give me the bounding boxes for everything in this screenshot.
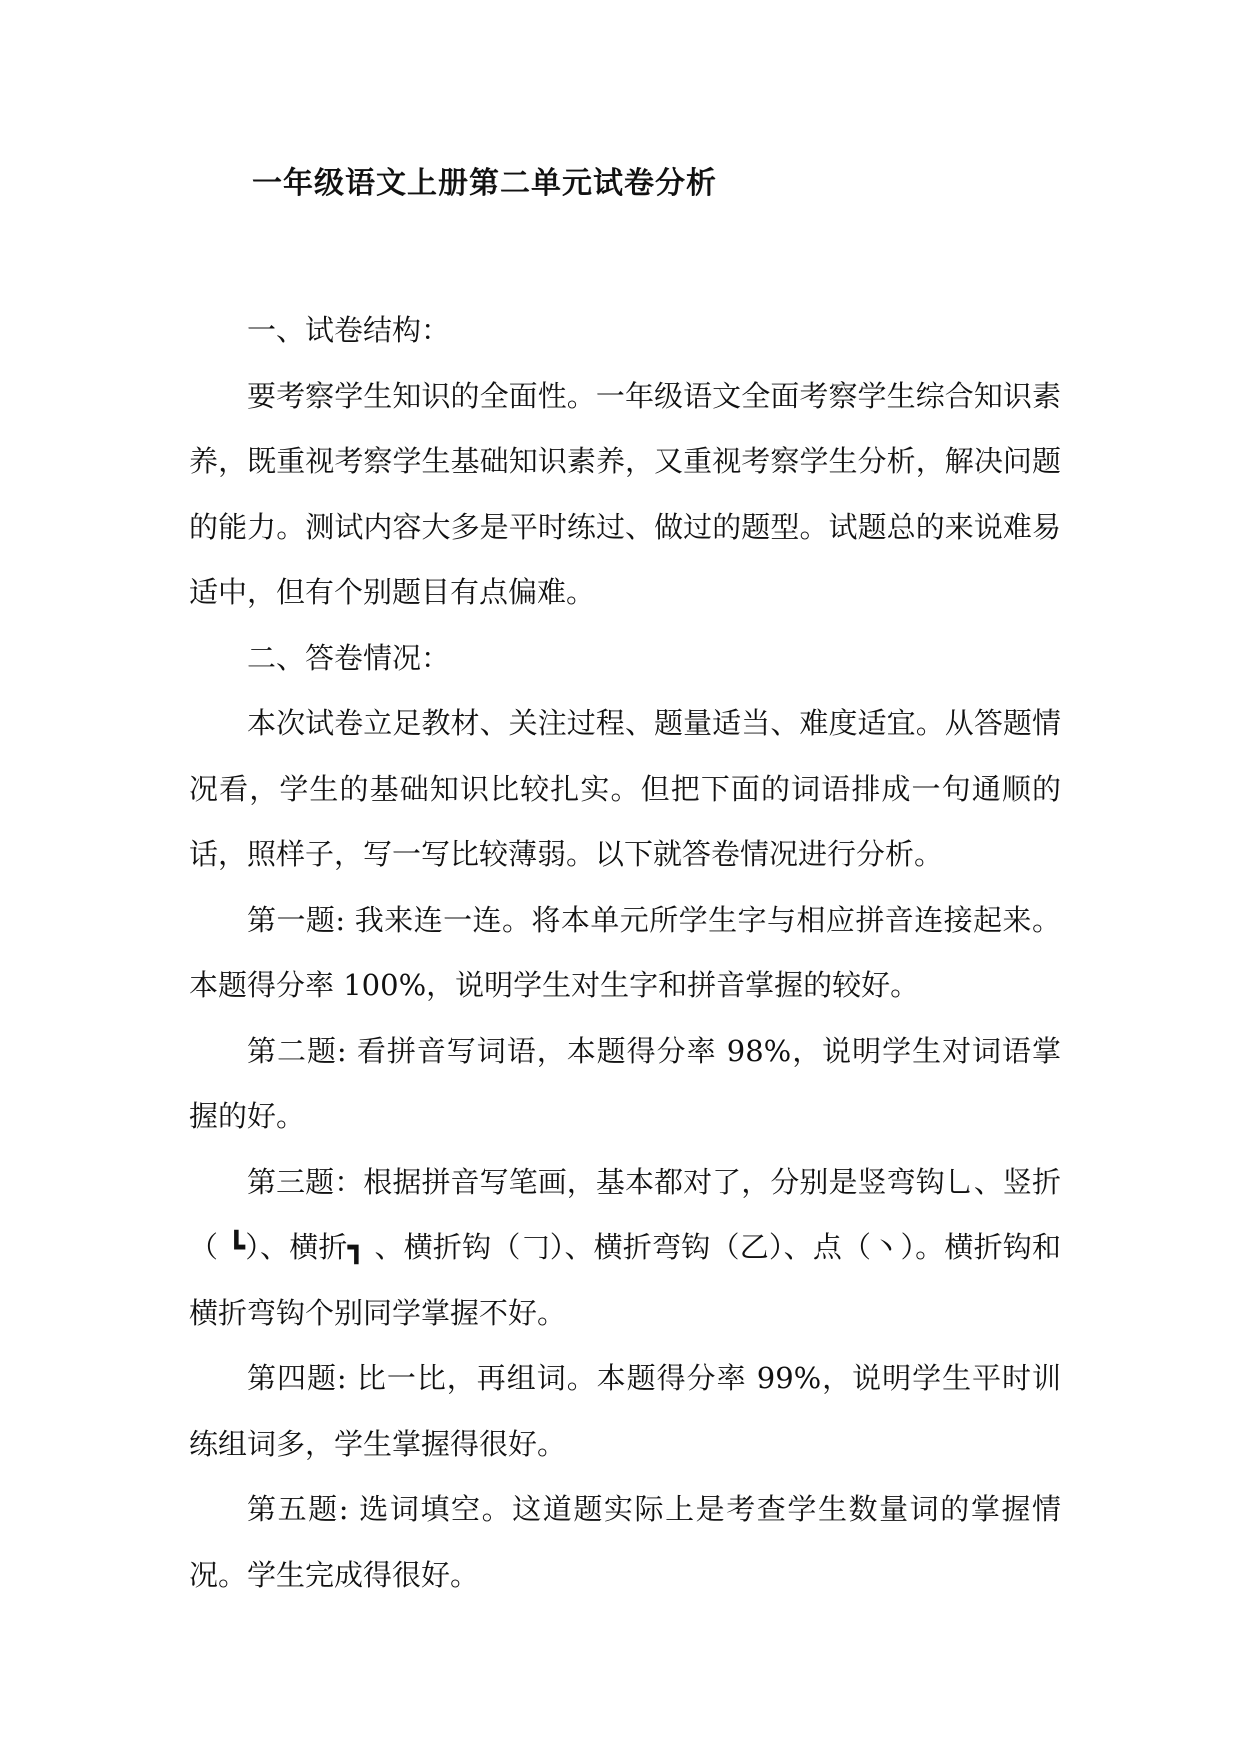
paragraph-question-2: 第二题: 看拼音写词语，本题得分率 98%，说明学生对词语掌握的好。 bbox=[189, 1033, 1061, 1133]
paragraph-question-4: 第四题: 比一比，再组词。本题得分率 99%，说明学生平时训练组词多，学生掌握得很好。 bbox=[189, 1361, 1061, 1461]
paragraph-question-1: 第一题: 我来连一连。将本单元所学生字与相应拼音连接起来。本题得分率 100%，说明学生对生字和拼音掌握的较好。 bbox=[189, 902, 1061, 1002]
document-title: 一年级语文上册第二单元试卷分析 bbox=[252, 166, 717, 201]
paragraph-question-5: 第五题: 选词填空。这道题实际上是考查学生数量词的掌握情况。学生完成得很好。 bbox=[189, 1492, 1061, 1592]
paragraph-question-3: 第三题：根据拼音写笔画，基本都对了，分别是竖弯钩乚、竖折（ ┗）、横折┓ 、横折钩（𠃌）、横折弯钩（乙）、点（丶）。横折钩和横折弯钩个别同学掌握不好。 bbox=[189, 1164, 1061, 1330]
document-body bbox=[189, 298, 1061, 1608]
section-heading-structure: 一、试卷结构： bbox=[247, 313, 451, 347]
paragraph-structure: 要考察学生知识的全面性。一年级语文全面考察学生综合知识素养，既重视考察学生基础知识素养，又重视考察学生分析，解决问题的能力。测试内容大多是平时练过、做过的题型。试题总的来说难易适中，但有个别题目有点偏难。 bbox=[189, 378, 1061, 609]
section-heading-answers: 二、答卷情况： bbox=[247, 640, 451, 675]
paragraph-answers: 本次试卷立足教材、关注过程、题量适当、难度适宜。从答题情况看，学生的基础知识比较扎实。但把下面的词语排成一句通顺的话，照样子，写一写比较薄弱。以下就答卷情况进行分析。 bbox=[189, 706, 1061, 871]
